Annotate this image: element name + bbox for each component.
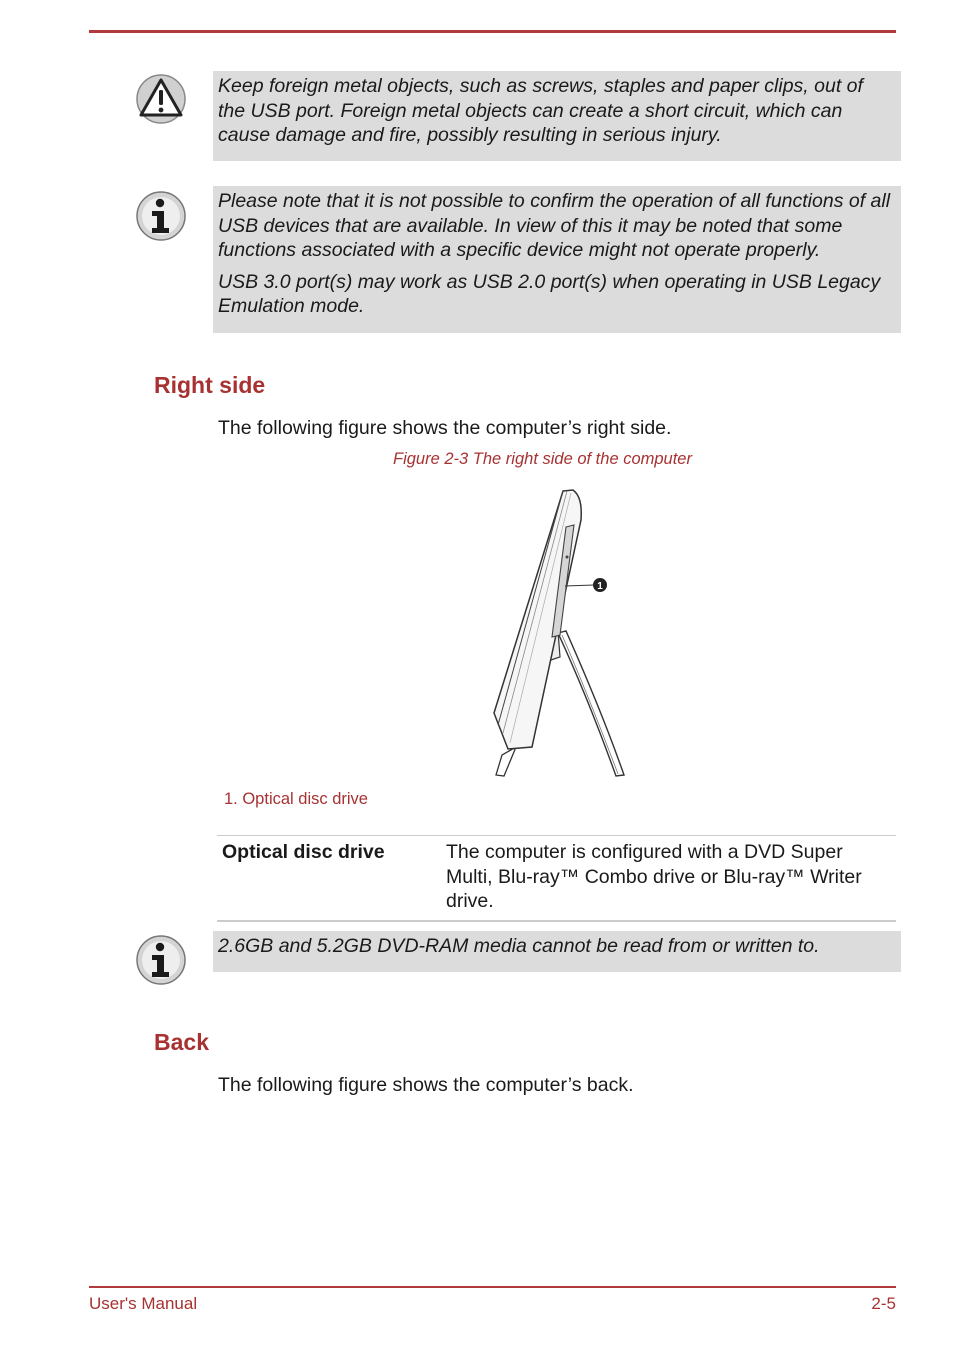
callout-leader-line [565, 585, 594, 586]
info-icon [135, 190, 187, 242]
figure-legend: 1. Optical disc drive [224, 790, 368, 808]
footer-manual-title: User's Manual [89, 1294, 198, 1313]
table-row [217, 836, 896, 921]
info-note-usb [213, 186, 901, 333]
header-rule [89, 30, 896, 33]
base-foot [496, 747, 516, 776]
spec-description: The computer is configured with a DVD Super Multi, Blu-ray™ Combo drive or Blu-ray™ Writer drive. [441, 836, 896, 921]
spec-table [217, 835, 896, 922]
drive-eject-button [566, 556, 569, 559]
footer-rule [89, 1286, 896, 1288]
warning-triangle-icon [135, 73, 187, 125]
callout-number: 1 [597, 581, 603, 592]
back-intro: The following figure shows the computer’s back. [218, 1074, 634, 1096]
figure-caption: Figure 2-3 The right side of the computer [393, 450, 692, 468]
spec-term: Optical disc drive [217, 836, 441, 921]
info-note-usb-para1: Please note that it is not possible to confirm the operation of all functions of all USB devices that are available. In view of this it may be noted that some functions associated with a specific device might not operate properly. [218, 190, 891, 261]
info-note-usb-para2: USB 3.0 port(s) may work as USB 2.0 port(s) when operating in USB Legacy Emulation mode. [218, 270, 881, 317]
footer-page-number: 2-5 [871, 1294, 896, 1313]
computer-right-side-figure [470, 485, 640, 780]
section-heading-right-side: Right side [154, 372, 266, 398]
right-side-intro: The following figure shows the computer’s right side. [218, 417, 672, 439]
info-note-dvdram-text: 2.6GB and 5.2GB DVD-RAM media cannot be read from or written to. [218, 935, 820, 957]
section-heading-back: Back [154, 1029, 209, 1055]
info-icon [135, 934, 187, 986]
info-note-dvdram [213, 931, 901, 972]
warning-note [213, 71, 901, 161]
warning-note-text: Keep foreign metal objects, such as screws, staples and paper clips, out of the USB port. Foreign metal objects can create a short circuit, which can cause damage and fire, possibly resulting in serious injury. [218, 75, 863, 146]
